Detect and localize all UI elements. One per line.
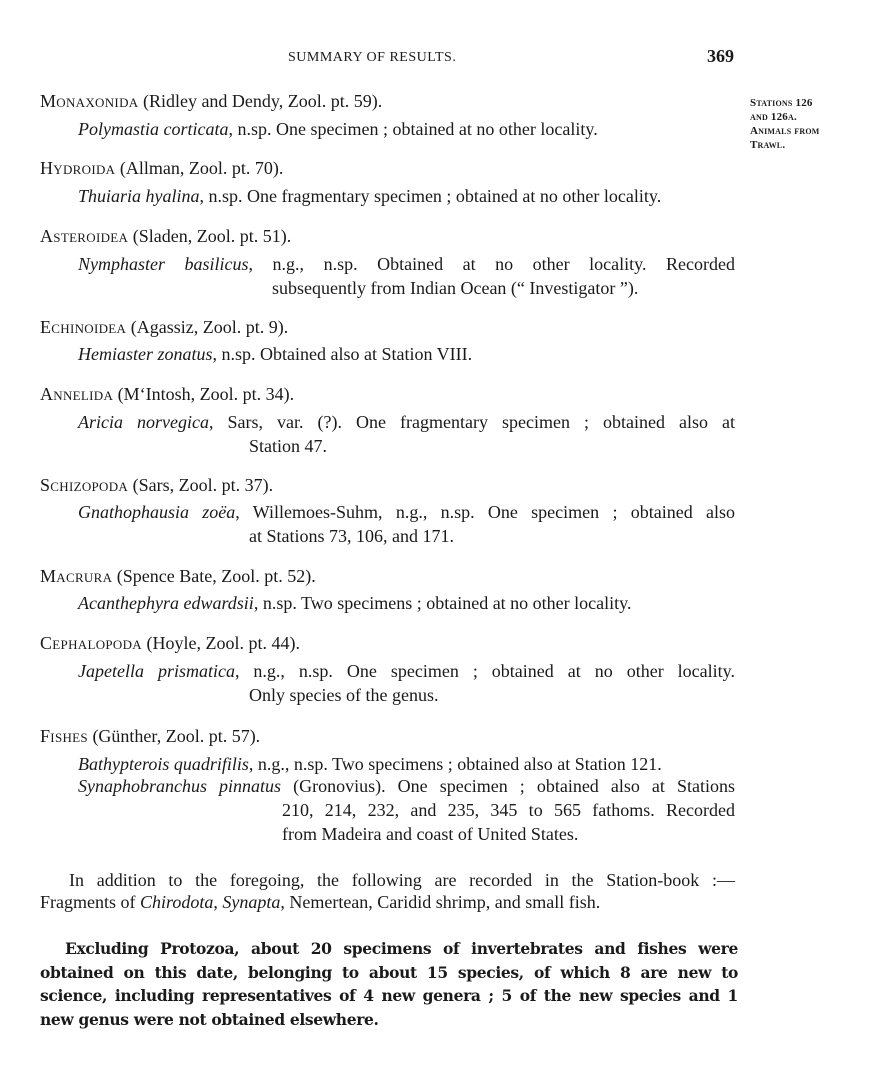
group-ref: (Ridley and Dendy, Zool. pt. 59). bbox=[138, 91, 383, 111]
group-ref: (M‘Intosh, Zool. pt. 34). bbox=[113, 384, 295, 404]
group-heading-monaxonida bbox=[40, 91, 382, 112]
page-number: 369 bbox=[707, 46, 734, 66]
species-continuation: at Stations 73, 106, and 171. bbox=[249, 526, 454, 546]
addition-text: Fragments of bbox=[40, 892, 140, 912]
species-entry bbox=[78, 119, 598, 140]
species-text: , n.g., n.sp. One specimen ; obtained at no other locality. bbox=[234, 661, 735, 681]
species-text: , Sars, var. (?). One fragmentary specimen ; obtained also at bbox=[208, 412, 735, 432]
group-ref: (Sladen, Zool. pt. 51). bbox=[128, 226, 292, 246]
species-continuation: subsequently from Indian Ocean (“ Investigator ”). bbox=[272, 278, 639, 298]
group-name: Echinoidea bbox=[40, 317, 127, 337]
group-ref: (Agassiz, Zool. pt. 9). bbox=[126, 317, 289, 337]
group-heading-annelida bbox=[40, 384, 294, 405]
addition-line: In addition to the foregoing, the following are recorded in the Station-book :— bbox=[69, 870, 735, 890]
species-entry bbox=[78, 754, 662, 775]
species-entry bbox=[78, 593, 631, 614]
species-name: Polymastia corticata bbox=[78, 119, 229, 139]
running-head: SUMMARY OF RESULTS. bbox=[288, 50, 457, 65]
species-name: Acanthephyra edwardsii bbox=[78, 593, 254, 613]
genus-name: Chirodota bbox=[139, 892, 214, 912]
species-name: Aricia norvegica bbox=[78, 412, 209, 432]
species-entry bbox=[78, 661, 735, 682]
species-entry bbox=[78, 254, 735, 275]
species-entry bbox=[78, 412, 735, 433]
species-text: , Willemoes-Suhm, n.g., n.sp. One specimen ; obtained also bbox=[235, 502, 735, 522]
species-continuation: Only species of the genus. bbox=[249, 685, 439, 705]
margin-note-line: Animals from bbox=[750, 125, 820, 137]
group-heading-asteroidea bbox=[40, 226, 291, 247]
addition-text: , bbox=[213, 892, 223, 912]
species-continuation: Station 47. bbox=[249, 436, 328, 456]
species-entry bbox=[78, 502, 735, 523]
margin-note-line: Stations 126 bbox=[750, 97, 813, 109]
species-text: , n.sp. One specimen ; obtained at no other locality. bbox=[228, 119, 598, 139]
addition-text: , Nemertean, Caridid shrimp, and small fish. bbox=[280, 892, 601, 912]
group-heading-cephalopoda bbox=[40, 633, 300, 654]
species-text: , n.g., n.sp. Two specimens ; obtained also at Station 121. bbox=[248, 754, 662, 774]
species-text: , n.sp. One fragmentary specimen ; obtained at no other locality. bbox=[199, 186, 662, 206]
group-heading-macrura bbox=[40, 566, 316, 587]
species-continuation: 210, 214, 232, and 235, 345 to 565 fathoms. Recorded bbox=[282, 800, 735, 820]
genus-name: Synapta bbox=[222, 892, 281, 912]
species-name: Hemiaster zonatus bbox=[78, 344, 213, 364]
group-heading-hydroida bbox=[40, 158, 283, 179]
species-name: Synaphobranchus pinnatus bbox=[78, 776, 282, 796]
group-heading-fishes bbox=[40, 726, 260, 747]
group-ref: (Günther, Zool. pt. 57). bbox=[87, 726, 261, 746]
group-ref: (Sars, Zool. pt. 37). bbox=[128, 475, 274, 495]
group-heading-schizopoda bbox=[40, 475, 273, 496]
group-name: Hydroida bbox=[40, 158, 116, 178]
species-name: Thuiaria hyalina bbox=[78, 186, 200, 206]
margin-note-line: and 126a. bbox=[750, 111, 797, 123]
summary-paragraph: Excluding Protozoa, about 20 specimens of invertebrates and fishes were obtained on this date, belonging to about 15 species, of which 8 are new to science, including representatives of 4 new genera ; 5 of the new species and 1 new genus were not obtained elsewhere. bbox=[40, 939, 738, 1029]
species-entry bbox=[78, 344, 472, 365]
group-ref: (Spence Bate, Zool. pt. 52). bbox=[112, 566, 316, 586]
group-name: Annelida bbox=[40, 384, 114, 404]
group-name: Schizopoda bbox=[40, 475, 129, 495]
species-text: , n.sp. Two specimens ; obtained at no other locality. bbox=[253, 593, 632, 613]
species-text: , n.sp. Obtained also at Station VIII. bbox=[212, 344, 473, 364]
species-name: Bathypterois quadrifilis bbox=[78, 754, 249, 774]
species-entry bbox=[78, 186, 661, 207]
group-name: Fishes bbox=[40, 726, 88, 746]
group-name: Macrura bbox=[40, 566, 113, 586]
species-entry bbox=[78, 776, 735, 797]
species-name: Nymphaster basilicus bbox=[78, 254, 249, 274]
species-continuation: from Madeira and coast of United States. bbox=[282, 824, 579, 844]
group-ref: (Allman, Zool. pt. 70). bbox=[115, 158, 284, 178]
species-text: (Gronovius). One specimen ; obtained also at Stations bbox=[281, 776, 735, 796]
species-text: , n.g., n.sp. Obtained at no other locality. Recorded bbox=[248, 254, 735, 274]
group-name: Monaxonida bbox=[40, 91, 139, 111]
species-name: Japetella prismatica bbox=[78, 661, 235, 681]
group-ref: (Hoyle, Zool. pt. 44). bbox=[141, 633, 300, 653]
group-name: Asteroidea bbox=[40, 226, 129, 246]
margin-note bbox=[750, 96, 820, 152]
group-heading-echinoidea bbox=[40, 317, 288, 338]
addition-line bbox=[40, 892, 600, 913]
species-name: Gnathophausia zoëa bbox=[78, 502, 236, 522]
margin-note-line: Trawl. bbox=[750, 139, 786, 151]
group-name: Cephalopoda bbox=[40, 633, 142, 653]
